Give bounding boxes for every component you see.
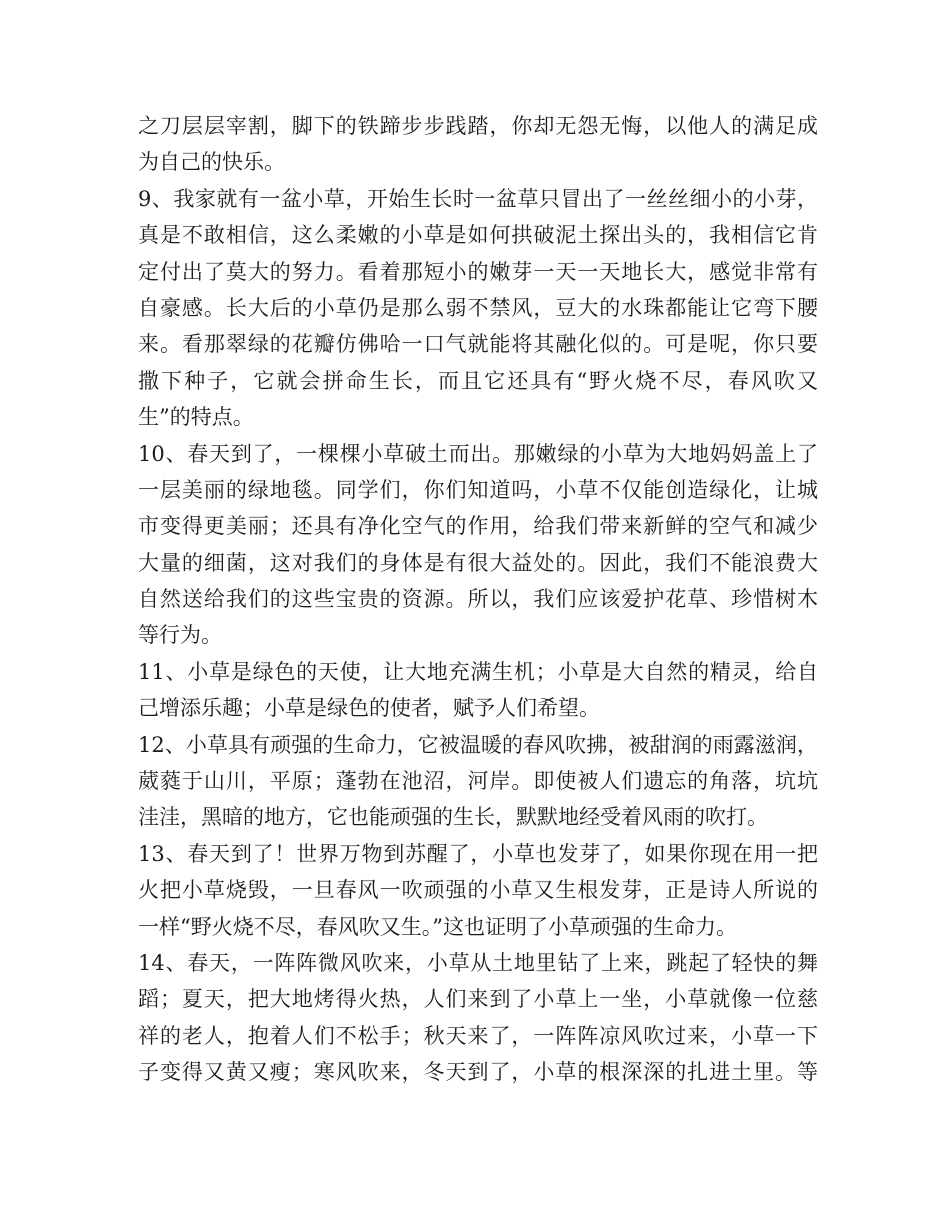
text-line: 10、春天到了，一棵棵小草破土而出。那嫩绿的小草为大地妈妈盖上了: [138, 441, 818, 466]
paragraph: [138, 945, 818, 1091]
text-line: 自豪感。长大后的小草仍是那么弱不禁风，豆大的水珠都能让它弯下腰: [138, 295, 818, 320]
text-line: 11、小草是绿色的天使，让大地充满生机；小草是大自然的精灵，给自: [138, 659, 818, 684]
paragraph: [138, 727, 818, 836]
text-line: 子变得又黄又瘦；寒风吹来，冬天到了，小草的根深深的扎进土里。等: [138, 1060, 818, 1085]
document-page: [138, 108, 818, 1091]
text-line: 葳蕤于山川，平原；蓬勃在池沼，河岸。即使被人们遗忘的角落，坑坑: [138, 769, 818, 794]
text-line: 蹈；夏天，把大地烤得火热，人们来到了小草上一坐，小草就像一位慈: [138, 987, 818, 1012]
text-line: 己增添乐趣；小草是绿色的使者，赋予人们希望。: [138, 696, 600, 721]
text-line: 为自己的快乐。: [138, 150, 285, 175]
text-line: 真是不敢相信，这么柔嫩的小草是如何拱破泥土探出头的，我相信它肯: [138, 223, 818, 248]
text-line: 等行为。: [138, 623, 222, 648]
text-line: 来。看那翠绿的花瓣仿佛哈一口气就能将其融化似的。可是呢，你只要: [138, 332, 818, 357]
paragraph: [138, 108, 818, 181]
text-line: 9、我家就有一盆小草，开始生长时一盆草只冒出了一丝丝细小的小芽，: [138, 186, 818, 211]
text-line: 祥的老人，抱着人们不松手；秋天来了，一阵阵凉风吹过来，小草一下: [138, 1023, 818, 1048]
text-line: 13、春天到了！世界万物到苏醒了，小草也发芽了，如果你现在用一把: [138, 841, 818, 866]
text-line: 之刀层层宰割，脚下的铁蹄步步践踏，你却无怨无悔，以他人的满足成: [138, 114, 818, 138]
text-line: 自然送给我们的这些宝贵的资源。所以，我们应该爱护花草、珍惜树木: [138, 587, 818, 612]
text-line: 撒下种子，它就会拼命生长，而且它还具有“野火烧不尽，春风吹又: [138, 368, 818, 393]
text-line: 生”的特点。: [138, 405, 254, 430]
text-line: 市变得更美丽；还具有净化空气的作用，给我们带来新鲜的空气和减少: [138, 514, 818, 539]
text-line: 12、小草具有顽强的生命力，它被温暖的春风吹拂，被甜润的雨露滋润，: [138, 732, 818, 757]
paragraph: [138, 181, 818, 436]
paragraph: [138, 436, 818, 654]
text-line: 大量的细菌，这对我们的身体是有很大益处的。因此，我们不能浪费大: [138, 550, 818, 575]
text-line: 一样“野火烧不尽，春风吹又生。”这也证明了小草顽强的生命力。: [138, 914, 737, 939]
paragraph: [138, 836, 818, 945]
text-line: 火把小草烧毁，一旦春风一吹顽强的小草又生根发芽，正是诗人所说的: [138, 878, 818, 903]
text-line: 14、春天，一阵阵微风吹来，小草从土地里钻了上来，跳起了轻快的舞: [138, 950, 818, 975]
text-line: 一层美丽的绿地毯。同学们，你们知道吗，小草不仅能创造绿化，让城: [138, 477, 818, 502]
text-line: 定付出了莫大的努力。看着那短小的嫩芽一天一天地长大，感觉非常有: [138, 259, 818, 284]
text-line: 洼洼，黑暗的地方，它也能顽强的生长，默默地经受着风雨的吹打。: [138, 805, 768, 830]
paragraph: [138, 654, 818, 727]
